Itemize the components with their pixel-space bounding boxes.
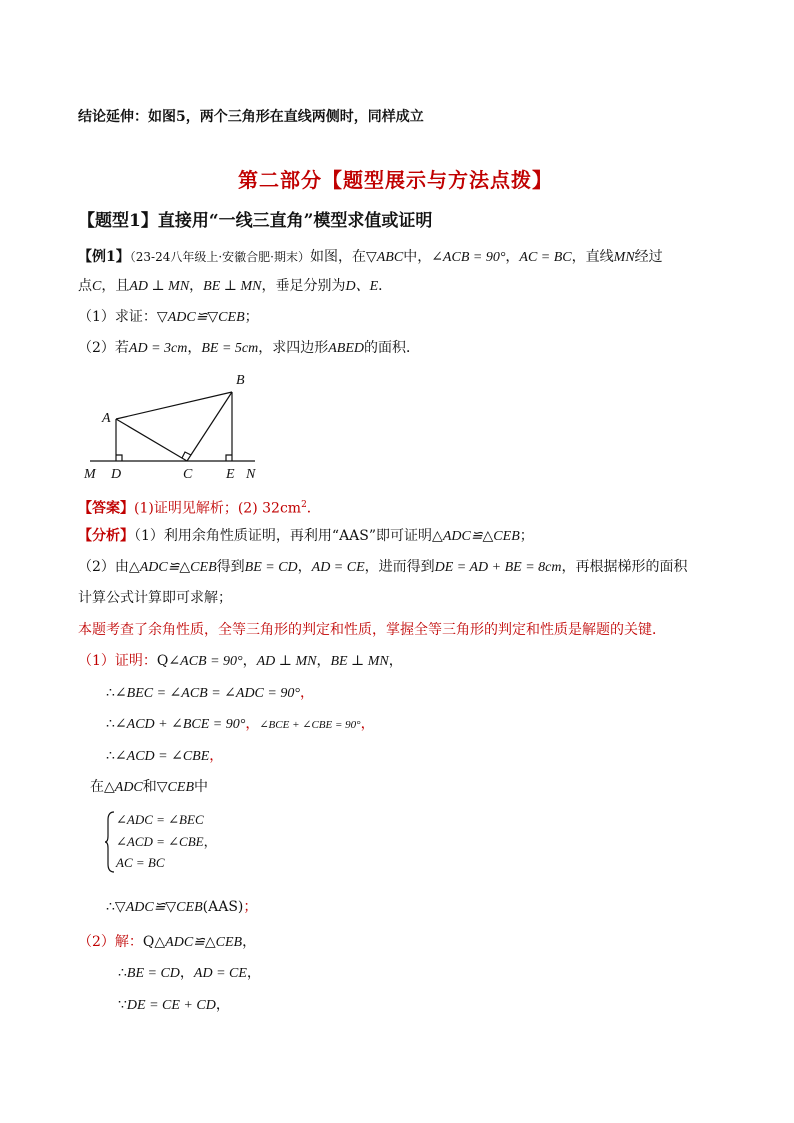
- math: ▽ADC≌▽CEB: [114, 900, 203, 915]
- text: 如图，在: [309, 249, 366, 265]
- math: ∠BCE + ∠CBE = 90°: [259, 719, 361, 731]
- math: ▽CEB: [156, 780, 194, 795]
- math: △ADC≌△CEB: [432, 529, 520, 544]
- text: (1)证明见解析；(2): [134, 500, 263, 517]
- text: ∴: [106, 748, 115, 764]
- math: ▽ADC≌▽CEB: [156, 310, 245, 325]
- text: ∵: [118, 997, 127, 1013]
- right-angle-mark-d: [116, 455, 122, 461]
- system-line-2: [116, 832, 217, 853]
- proof1-line-1: [78, 651, 403, 672]
- question-1: [78, 307, 259, 328]
- proof1-line-5: [90, 777, 208, 798]
- text: 2: [301, 500, 307, 510]
- math: ∠ACD = ∠CBE: [114, 749, 210, 764]
- proof1-heading: （1）证明：: [78, 653, 157, 669]
- answer-value: 32cm: [262, 500, 302, 517]
- text: Q: [142, 934, 155, 950]
- text: ，: [246, 965, 261, 981]
- math: AD = CE: [311, 560, 365, 575]
- math: ∠ACB = 90°: [431, 250, 506, 265]
- text: 经过: [634, 249, 663, 265]
- math: AD = 3cm: [128, 341, 188, 356]
- text: ，: [187, 340, 202, 356]
- text: （1）求证：: [78, 309, 157, 325]
- proof2-line-3: [118, 995, 230, 1016]
- math: BE = 5cm: [201, 341, 259, 356]
- text: ；: [243, 899, 258, 915]
- segment-ac: [116, 419, 187, 461]
- system-line-3: AC = BC: [116, 855, 165, 870]
- math: BE ⊥ MN: [330, 654, 389, 669]
- text: 和: [142, 779, 157, 795]
- text: 点: [78, 278, 92, 294]
- math: BE ⊥ MN: [203, 279, 262, 294]
- answer-line: [78, 495, 321, 519]
- text: 中: [194, 779, 208, 795]
- math: DE = AD + BE = 8cm: [434, 560, 562, 575]
- text: 得到: [216, 559, 245, 575]
- text: ，: [215, 997, 230, 1013]
- text: ；: [519, 528, 534, 544]
- text: 的面积．: [364, 340, 420, 356]
- proof2-line-2: [118, 963, 261, 984]
- text: ∴: [106, 716, 115, 732]
- example-label: 【例1】: [78, 249, 130, 265]
- example-stem-line-2: [78, 276, 392, 297]
- math: BE = CD: [244, 560, 298, 575]
- proof2-line-1: [78, 932, 256, 953]
- text: ，: [505, 249, 520, 265]
- text: ，: [245, 716, 260, 732]
- analysis-line-1: [78, 526, 534, 547]
- text: ，: [388, 653, 403, 669]
- text: （2）若: [78, 340, 129, 356]
- text: ，直线: [571, 249, 614, 265]
- extension-note: 结论延伸：如图5，两个三角形在直线两侧时，同样成立: [78, 109, 424, 125]
- math: ABED: [328, 341, 364, 356]
- label-e: E: [226, 467, 235, 482]
- example-source: （23-24八年级上·安徽合肥·期末）: [129, 250, 310, 264]
- text: ，: [297, 559, 312, 575]
- text: ，: [203, 835, 217, 850]
- text: ，: [179, 965, 194, 981]
- text: （1）利用余角性质证明，再利用“AAS”即可证明: [134, 528, 433, 544]
- math: MN: [613, 250, 635, 265]
- math: DE = CE + CD: [126, 998, 216, 1013]
- math: △ADC: [104, 780, 143, 795]
- math: ∠ACD + ∠BCE = 90°: [114, 717, 246, 732]
- text: ，: [299, 685, 314, 701]
- text: ，: [316, 653, 331, 669]
- type-heading: 【题型1】直接用“一线三直角”模型求值或证明: [78, 211, 433, 231]
- math: C: [92, 279, 102, 294]
- text: 中，: [403, 249, 432, 265]
- system-brace: [104, 810, 116, 874]
- text: ，且: [101, 278, 130, 294]
- system-line-1: ∠ADC = ∠BEC: [116, 812, 204, 827]
- text: Q: [156, 653, 169, 669]
- geometry-figure: [80, 368, 270, 483]
- label-d: D: [111, 467, 122, 482]
- analysis-line-3: 计算公式计算即可求解；: [78, 590, 232, 606]
- label-n: N: [246, 467, 256, 482]
- math: ∠ACD = ∠CBE: [116, 834, 204, 849]
- text: ．: [378, 278, 393, 294]
- math: △ADC≌△CEB: [128, 560, 217, 575]
- math: ∠ACB = 90°: [168, 654, 243, 669]
- text: ，: [189, 278, 204, 294]
- proof1-line-4: [106, 746, 223, 767]
- text: ；: [244, 309, 259, 325]
- proof2-heading: （2）解：: [78, 934, 143, 950]
- math: D、E: [345, 279, 379, 294]
- segment-ab: [116, 392, 232, 419]
- section-title: 第二部分【题型展示与方法点拨】: [238, 168, 553, 192]
- text: ∴: [118, 965, 127, 981]
- analysis-summary: 本题考查了余角性质，全等三角形的判定和性质，掌握全等三角形的判定和性质是解题的关键．: [78, 622, 666, 638]
- proof1-conclusion: [106, 897, 257, 918]
- text: (AAS): [202, 899, 244, 915]
- label-c: C: [183, 467, 193, 482]
- answer-label: 【答案】: [78, 500, 134, 517]
- text: ，: [242, 934, 257, 950]
- math: △ADC≌△CEB: [154, 935, 243, 950]
- math: AD = CE: [193, 966, 247, 981]
- example-stem-line-1: [78, 247, 663, 268]
- text: ，进而得到: [364, 559, 435, 575]
- math: ▽ABC: [365, 250, 404, 265]
- label-a: A: [102, 411, 111, 426]
- question-2: [78, 338, 420, 359]
- math: BE = CD: [126, 966, 180, 981]
- text: ．: [306, 500, 321, 517]
- right-angle-mark-e: [226, 455, 232, 461]
- text: ∴: [106, 899, 115, 915]
- text: ，再根据梯形的面积: [561, 559, 688, 575]
- text: ，: [242, 653, 257, 669]
- analysis-label: 【分析】: [78, 528, 134, 544]
- analysis-line-2: [78, 557, 687, 578]
- text: ，: [360, 716, 375, 732]
- text: （2）由: [78, 559, 129, 575]
- text: ，求四边形: [258, 340, 329, 356]
- text: ∴: [106, 685, 115, 701]
- text: ，: [209, 748, 224, 764]
- math: AC = BC: [519, 250, 572, 265]
- math: AD ⊥ MN: [129, 279, 190, 294]
- text: ，垂足分别为: [261, 278, 346, 294]
- math: ∠BEC = ∠ACB = ∠ADC = 90°: [114, 686, 300, 701]
- label-b: B: [236, 373, 245, 388]
- segment-cb: [187, 392, 232, 461]
- proof1-line-3: [106, 714, 375, 735]
- label-m: M: [84, 467, 96, 482]
- math: AD ⊥ MN: [256, 654, 317, 669]
- proof1-line-2: [106, 683, 314, 704]
- text: 在: [90, 779, 104, 795]
